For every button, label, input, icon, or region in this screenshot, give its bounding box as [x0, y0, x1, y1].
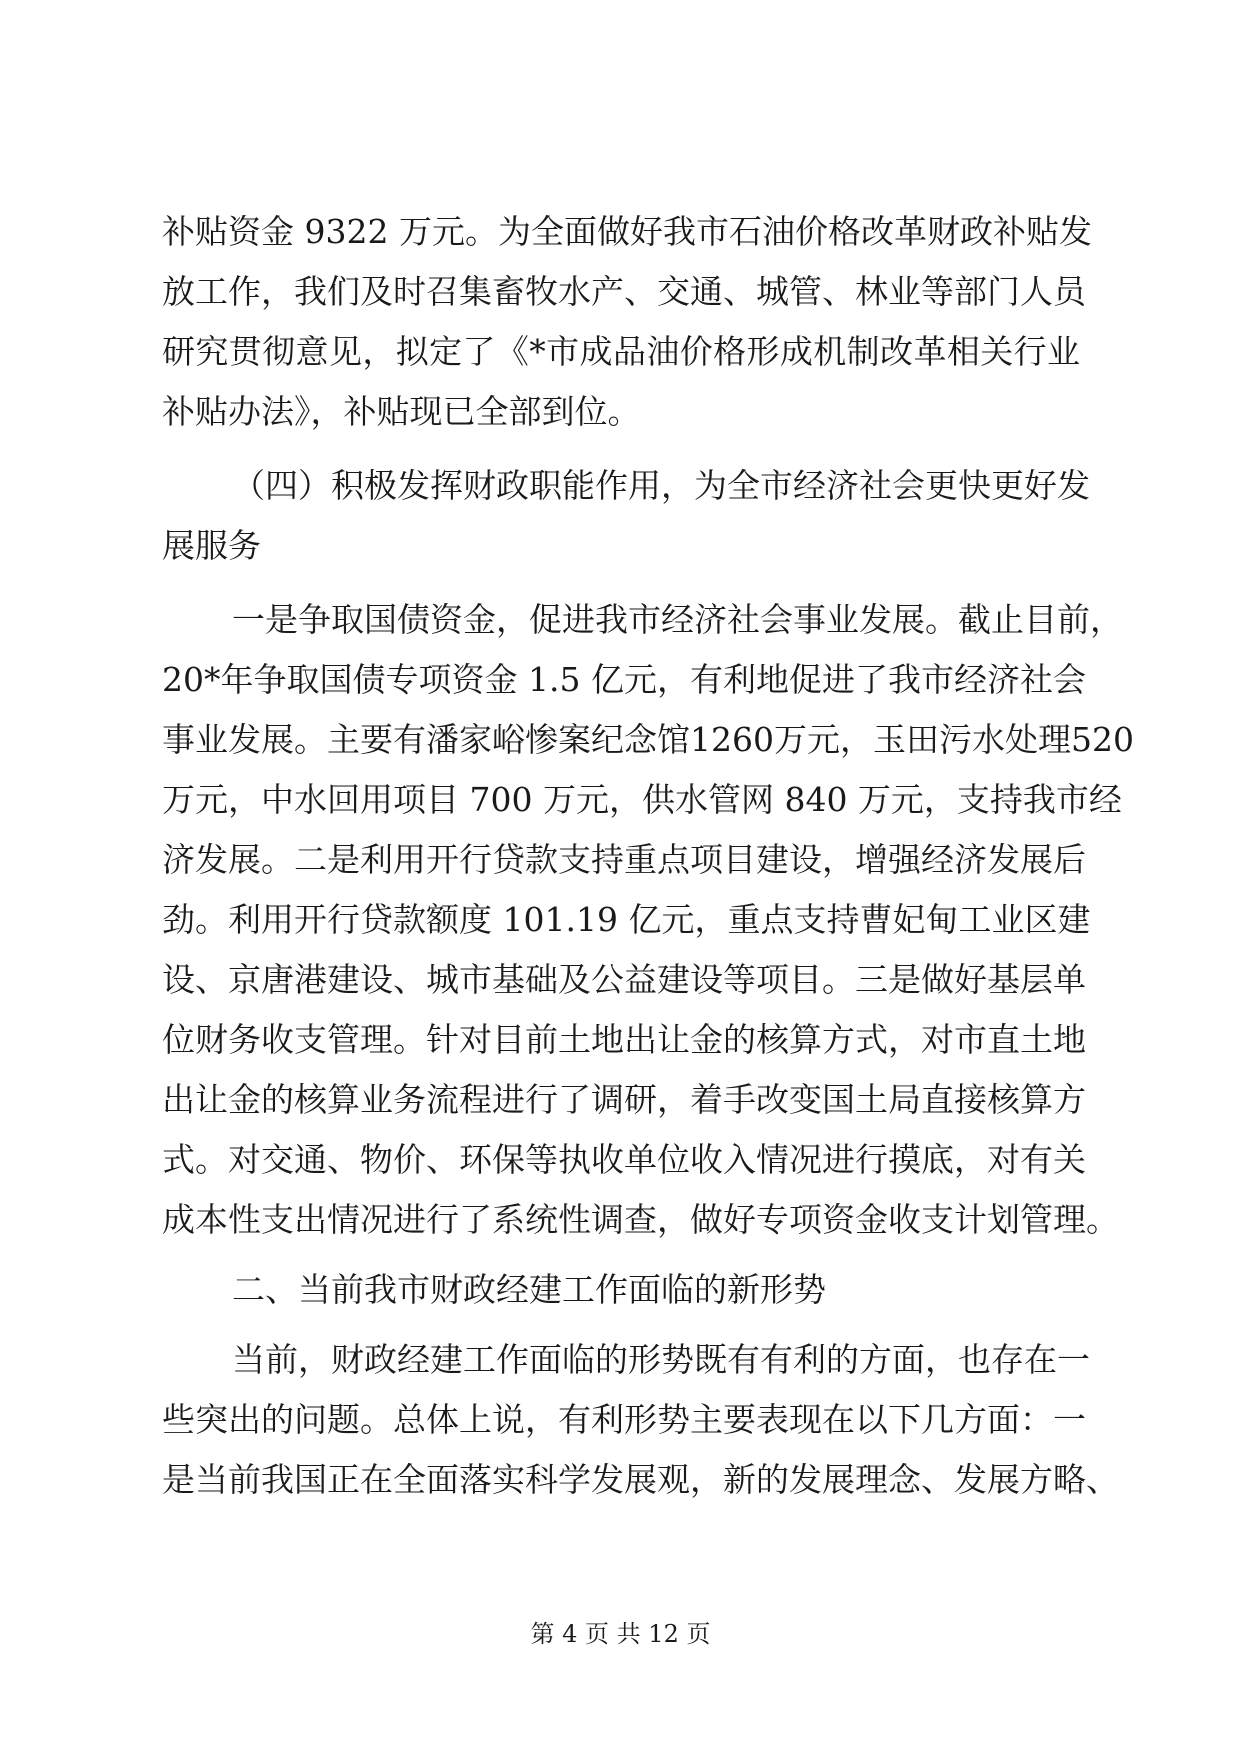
- section-heading-line: [0, 516, 1241, 576]
- section-heading-line: [0, 1260, 1241, 1320]
- text-line-content: 位财务收支管理。针对目前土地出让金的核算方式，对市直土地: [162, 1020, 1086, 1059]
- text-line: [0, 1190, 1241, 1250]
- section-heading-line: [0, 456, 1241, 516]
- text-line: [0, 950, 1241, 1010]
- text-line: [0, 710, 1241, 770]
- text-line: [0, 202, 1241, 262]
- page-number-footer: 第 4 页 共 12 页: [530, 1620, 711, 1648]
- text-line-content: 式。对交通、物价、环保等执收单位收入情况进行摸底，对有关: [162, 1140, 1086, 1179]
- text-line-content: 济发展。二是利用开行贷款支持重点项目建设，增强经济发展后: [162, 840, 1086, 879]
- section-heading-text: （四）积极发挥财政职能作用，为全市经济社会更快更好发: [232, 466, 1090, 505]
- text-line-content: 当前，财政经建工作面临的形势既有有利的方面，也存在一: [232, 1340, 1090, 1379]
- text-line-content: 一是争取国债资金，促进我市经济社会事业发展。截止目前，: [232, 600, 1123, 639]
- text-line-content: 设、京唐港建设、城市基础及公益建设等项目。三是做好基层单: [162, 960, 1086, 999]
- text-line-content: 成本性支出情况进行了系统性调查，做好专项资金收支计划管理。: [162, 1200, 1119, 1239]
- text-line: [0, 382, 1241, 442]
- text-line: [0, 1010, 1241, 1070]
- section-heading-text: 展服务: [162, 526, 261, 565]
- text-line: [0, 322, 1241, 382]
- text-line: [0, 650, 1241, 710]
- text-line-content: 20*年争取国债专项资金 1.5 亿元，有利地促进了我市经济社会: [162, 660, 1086, 699]
- text-line-content: 事业发展。主要有潘家峪惨案纪念馆1260万元，玉田污水处理520: [162, 720, 1134, 759]
- text-line: [0, 1130, 1241, 1190]
- text-line-content: 研究贯彻意见，拟定了《*市成品油价格形成机制改革相关行业: [162, 332, 1080, 371]
- text-line: [0, 1070, 1241, 1130]
- text-line: [0, 830, 1241, 890]
- text-line-content: 劲。利用开行贷款额度 101.19 亿元，重点支持曹妃甸工业区建: [162, 900, 1091, 939]
- text-line: [0, 770, 1241, 830]
- text-line-content: 放工作，我们及时召集畜牧水产、交通、城管、林业等部门人员: [162, 272, 1086, 311]
- text-line-content: 出让金的核算业务流程进行了调研，着手改变国土局直接核算方: [162, 1080, 1086, 1119]
- text-line: [0, 1390, 1241, 1450]
- text-line-content: 些突出的问题。总体上说，有利形势主要表现在以下几方面：一: [162, 1400, 1086, 1439]
- text-line-content: 是当前我国正在全面落实科学发展观，新的发展理念、发展方略、: [162, 1460, 1119, 1499]
- text-line-content: 补贴办法》，补贴现已全部到位。: [162, 392, 641, 431]
- text-line: [0, 890, 1241, 950]
- text-line: [0, 262, 1241, 322]
- section-heading-text: 二、当前我市财政经建工作面临的新形势: [232, 1270, 826, 1309]
- text-line: [0, 1450, 1241, 1510]
- text-line-content: 补贴资金 9322 万元。为全面做好我市石油价格改革财政补贴发: [162, 212, 1092, 251]
- text-line: [0, 590, 1241, 650]
- text-line-content: 万元，中水回用项目 700 万元，供水管网 840 万元，支持我市经: [162, 780, 1122, 819]
- text-line: [0, 1330, 1241, 1390]
